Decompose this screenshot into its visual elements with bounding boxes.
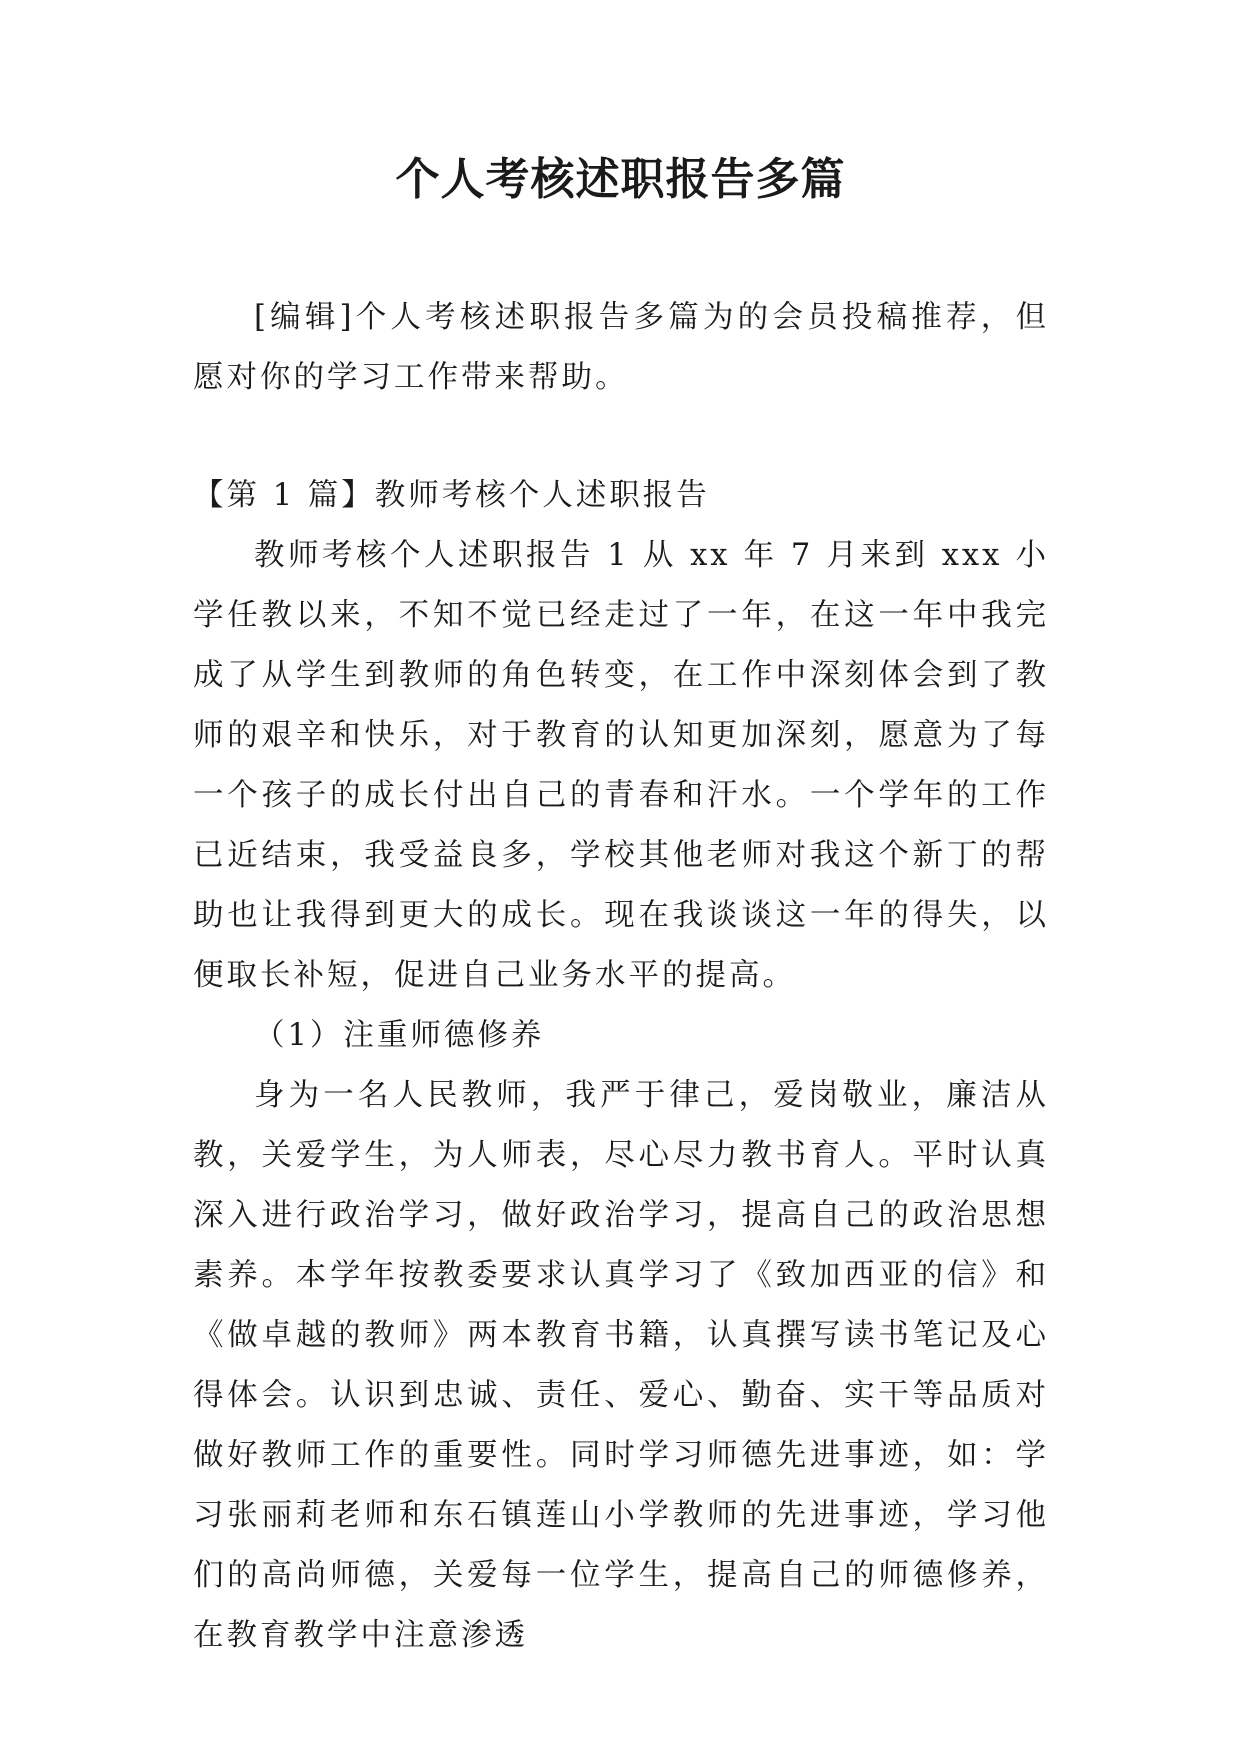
subheading-1: （1）注重师德修养 <box>254 1018 545 1053</box>
section-heading: 【第 1 篇】教师考核个人述职报告 <box>193 478 710 513</box>
body-paragraph-1: 教师考核个人述职报告 1 从 xx 年 7 月来到 xxx 小学任教以来，不知不觉已经走过了一年，在这一年中我完成了从学生到教师的角色转变，在工作中深刻体会到了教师的艰辛和快乐，对于教育的认知更加深刻，愿意为了每一个孩子的成长付出自己的青春和汗水。一个学年的工作已近结束，我受益良多，学校其他老师对我这个新丁的帮助也让我得到更大的成长。现在我谈谈这一年的得失，以便取长补短，促进自己业务水平的提高。 <box>193 538 1049 993</box>
document-body <box>193 288 1049 1666</box>
body-paragraph-2: 身为一名人民教师，我严于律己，爱岗敬业，廉洁从教，关爱学生，为人师表，尽心尽力教书育人。平时认真深入进行政治学习，做好政治学习，提高自己的政治思想素养。本学年按教委要求认真学习了《致加西亚的信》和《做卓越的教师》两本教育书籍，认真撰写读书笔记及心得体会。认识到忠诚、责任、爱心、勤奋、实干等品质对做好教师工作的重要性。同时学习师德先进事迹，如：学习张丽莉老师和东石镇莲山小学教师的先进事迹，学习他们的高尚师德，关爱每一位学生，提高自己的师德修养，在教育教学中注意渗透 <box>193 1078 1049 1653</box>
spacer <box>193 408 1049 466</box>
document-title: 个人考核述职报告多篇 <box>395 154 846 205</box>
intro-paragraph: [编辑]个人考核述职报告多篇为的会员投稿推荐，但愿对你的学习工作带来帮助。 <box>193 300 1049 395</box>
